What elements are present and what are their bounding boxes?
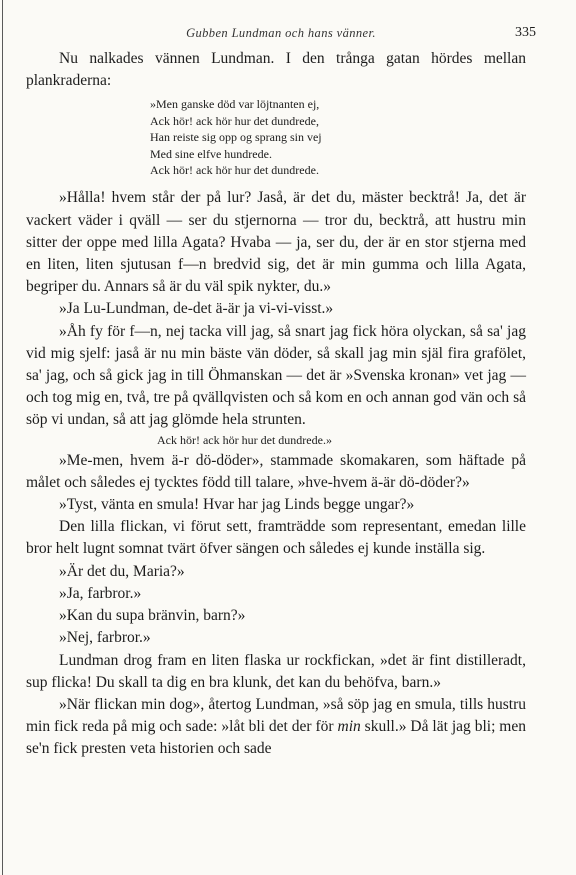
refrain-line: Ack hör! ack hör hur det dundrede.» <box>157 432 332 447</box>
verse-block <box>150 96 526 178</box>
page-edge-line <box>2 0 3 875</box>
body-text <box>26 48 526 761</box>
paragraph: »Åh fy för f—n, nej tacka vill jag, så snart jag fick höra olyckan, så sa' jag vid mig sjelf: jaså är nu min bäste vän döder, så skall jag min själ fira grafölet, sa' jag, och så gick jag in till Öhmanskan — det är »Svenska kronan» vet jag — och tog mig en, två, tre på qvällqvisten och så kom en och annan god vän och så söp vi undan, så att jag glömde hela strunten. <box>26 322 526 429</box>
paragraph: Den lilla flickan, vi förut sett, framträdde som representant, emedan lille bror helt lugnt somnat tvärt öfver sängen och således ej kunde inställa sig. <box>26 518 526 558</box>
verse-line: Ack hör! ack hör hur det dundrede, <box>150 113 319 128</box>
verse-line: »Men ganske död var löjtnanten ej, <box>150 97 320 112</box>
paragraph-intro: Nu nalkades vännen Lundman. I den trånga gatan hördes mellan plankraderna: <box>26 50 526 90</box>
paragraph: »Tyst, vänta en smula! Hvar har jag Linds begge ungar?» <box>59 496 415 514</box>
paragraph: »Me-men, hvem ä-r dö-döder», stammade skomakaren, som häftade på målet och således ej tycktes född till talare, »hve-hvem ä-är dö-döder?» <box>26 451 526 491</box>
paragraph <box>26 694 526 761</box>
paragraph-text: »När flickan min dog», återtog Lundman, »så söp jag en smula, tills hustru min fick reda på mig och sade: »låt bli det der för <box>26 695 526 736</box>
paragraph: »Nej, farbror.» <box>59 629 151 647</box>
verse-line: Med sine elfve hundrede. <box>150 146 272 161</box>
paragraph-text: skull.» Då lät jag bli; men se'n fick presten veta historien och sade <box>26 718 526 758</box>
running-title: Gubben Lundman och hans vänner. <box>186 26 376 40</box>
paragraph: »Är det du, Maria?» <box>59 562 185 580</box>
verse-line: Ack hör! ack hör hur det dundrede. <box>150 163 319 178</box>
paragraph: »Ja, farbror.» <box>59 584 142 602</box>
paragraph: »Hålla! hvem står der på lur? Jaså, är det du, mäster becktrå! Ja, det är vackert väder i qväll — ser du stjernorna — tror du, becktrå, att hustru min sitter der oppe med lilla Agata? Hvaba — ja, ser du, der är en stor stjerna med en liten, liten sjutusan f—n bredvid sig, det är min gumma och lilla Agata, begriper du. Annars så är du väl spik nykter, du.» <box>26 189 526 296</box>
paragraph: Lundman drog fram en liten flaska ur rockfickan, »det är fint distilleradt, sup flicka! Du skall ta dig en bra klunk, det kan du behöfva, barn.» <box>26 651 526 691</box>
paragraph: »Ja Lu-Lundman, de-det ä-är ja vi-vi-visst.» <box>59 300 334 318</box>
page-header <box>26 26 536 44</box>
emphasis-word: min <box>337 718 361 736</box>
verse-line: Han reiste sig opp og sprang sin vej <box>150 130 322 145</box>
paragraph: »Kan du supa bränvin, barn?» <box>59 607 246 625</box>
page-number: 335 <box>515 25 536 40</box>
